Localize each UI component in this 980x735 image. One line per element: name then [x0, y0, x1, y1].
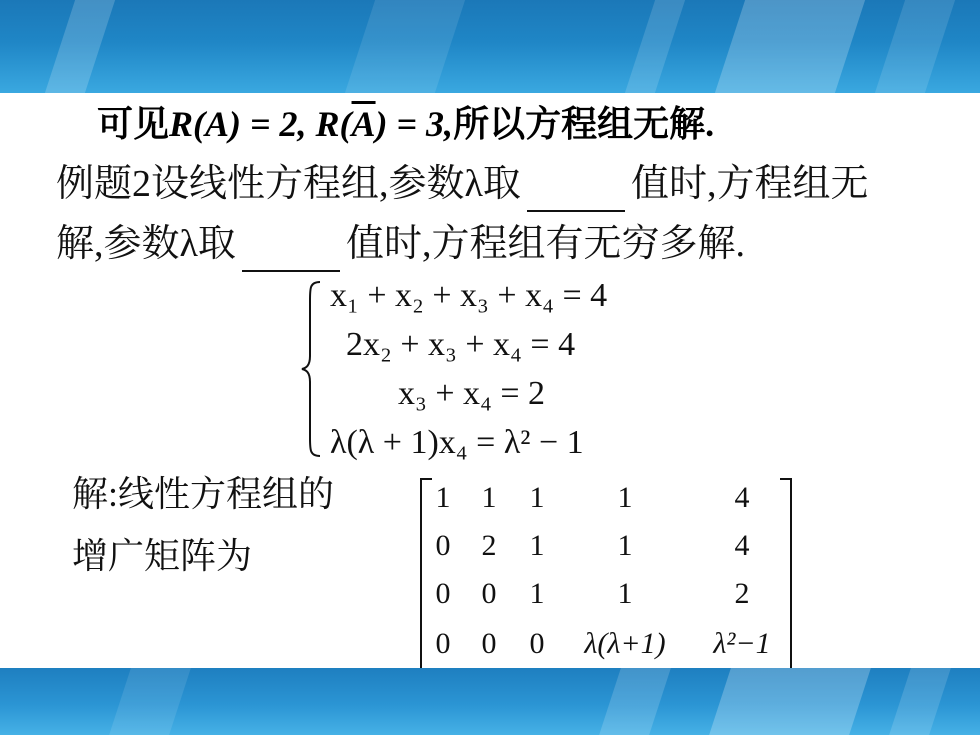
top-banner	[0, 0, 980, 93]
title-suffix: 所以方程组无解.	[453, 104, 715, 144]
matrix-cell: 1	[435, 481, 451, 514]
matrix-cell: 1	[617, 481, 633, 514]
matrix-cell: 1	[617, 529, 633, 562]
matrix-cell: 4	[734, 481, 750, 514]
matrix-cell: 0	[435, 529, 451, 562]
matrix-cell: 1	[529, 577, 545, 610]
matrix-cell: 0	[481, 577, 497, 610]
matrix-cell: 1	[481, 481, 497, 514]
matrix-cell: 4	[734, 529, 750, 562]
matrix-cell: λ(λ+1)	[584, 627, 666, 660]
matrix-cell: 2	[481, 529, 497, 562]
title-rank-a: R(A) = 2,	[169, 104, 307, 144]
system-equation-3: x₃ + x₄ = 2	[398, 375, 546, 412]
matrix-cell: λ²−1	[713, 627, 771, 660]
system-equation-2: 2x₂ + x₃ + x₄ = 4	[346, 326, 576, 363]
answer-blank-1	[527, 170, 625, 212]
solution-line-2: 增广矩阵为	[72, 536, 253, 576]
title-prefix: 可见	[97, 104, 170, 144]
solution-line-1: 解:线性方程组的	[72, 474, 335, 514]
matrix-cell: 0	[435, 627, 451, 660]
slide-title	[97, 96, 857, 152]
system-equation-1: x₁ + x₂ + x₃ + x₄ = 4	[330, 277, 608, 314]
bottom-banner	[0, 668, 980, 735]
title-rank-augmented: $R(\overline{A}) = 3$,	[315, 104, 454, 144]
matrix-cell: 0	[435, 577, 451, 610]
answer-blank-2	[242, 230, 340, 272]
problem-line-2: 解,参数λ取 值时,方程组有无穷多解.	[56, 216, 956, 272]
matrix-cell: 0	[529, 627, 545, 660]
matrix-cell: 1	[529, 529, 545, 562]
problem-line-1: 例题2设线性方程组,参数λ取 值时,方程组无	[56, 156, 956, 212]
matrix-cell: 1	[617, 577, 633, 610]
system-equation-4: λ(λ + 1)x₄ = λ² − 1	[330, 424, 584, 461]
system-brace	[300, 280, 322, 458]
matrix-cell: 0	[481, 627, 497, 660]
matrix-cell: 2	[734, 577, 750, 610]
matrix-cell: 1	[529, 481, 545, 514]
